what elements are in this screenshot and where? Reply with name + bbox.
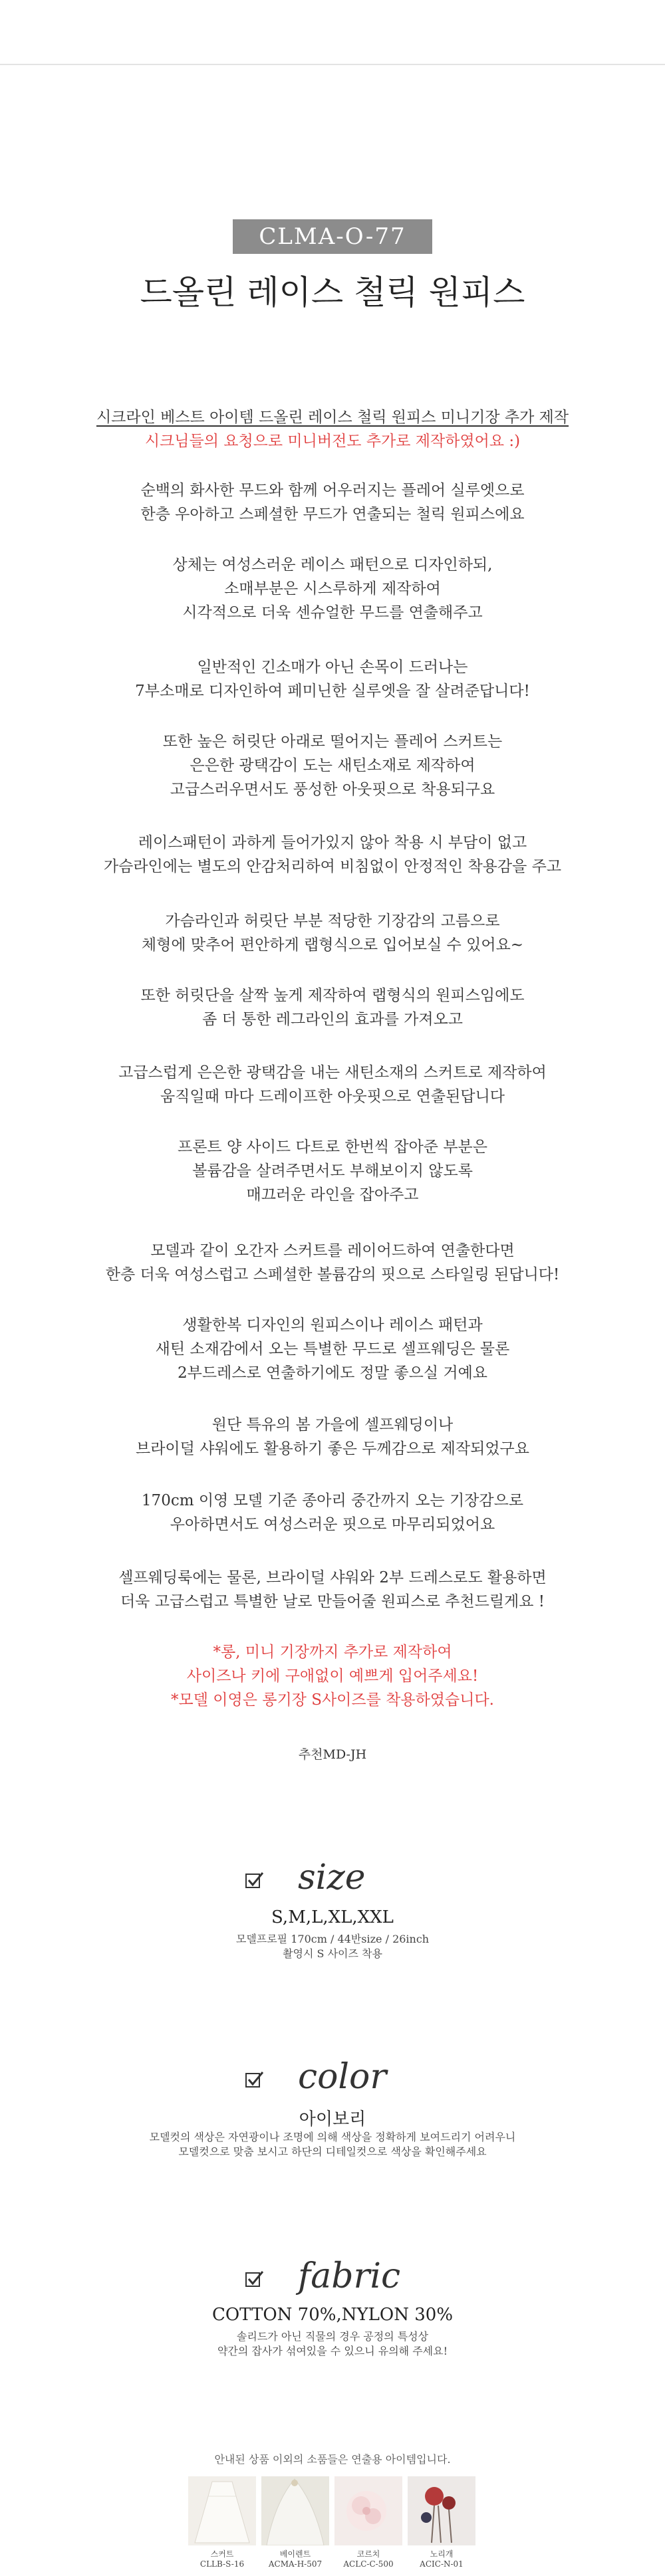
size-title: size: [298, 1858, 366, 1897]
desc-line: 시각적으로 더욱 센슈얼한 무드를 연출해주고: [182, 604, 483, 621]
size-value: S,M,L,XL,XXL: [271, 1907, 394, 1927]
desc-line: 레이스패턴이 과하게 들어가있지 않아 착용 시 부담이 없고: [138, 834, 527, 851]
desc-line: 움직일때 마다 드레이프한 아웃핏으로 연출된답니다: [160, 1088, 505, 1105]
desc-paragraph-11: [0, 1313, 665, 1385]
checkbox-check-icon: [245, 2269, 265, 2289]
desc-line: 7부소매로 디자인하여 페미닌한 실루엣을 잘 살려준답니다!: [135, 683, 530, 700]
desc-line: 은은한 광택감이 도는 새틴소재로 제작하여: [190, 757, 475, 774]
desc-line: 가슴라인에는 별도의 안감처리하여 비침없이 안정적인 착용감을 주고: [103, 858, 562, 875]
red-note-line: *롱, 미니 기장까지 추가로 제작하여: [213, 1644, 452, 1661]
fabric-section-header: [0, 2253, 665, 2300]
desc-line: 좀 더 통한 레그라인의 효과를 가져오고: [201, 1011, 464, 1028]
brooch-thumbnail: [334, 2476, 402, 2545]
accessory-code: ACLC-C-500: [343, 2559, 394, 2569]
desc-line: 볼륨감을 살려주면서도 부해보이지 않도록: [192, 1162, 473, 1180]
desc-line: 한층 우아하고 스페셜한 무드가 연출되는 철릭 원피스에요: [140, 506, 525, 523]
color-note-1: 모델컷의 색상은 자연광이나 조명에 의해 색상을 정확하게 보여드리기 어려우니: [149, 2131, 516, 2143]
desc-line: 원단 특유의 봄 가을에 셀프웨딩이나: [211, 1416, 454, 1434]
fabric-note-2: 약간의 잡사가 섞여있을 수 있으니 유의해 주세요!: [217, 2345, 448, 2357]
desc-line: 매끄러운 라인을 잡아주고: [246, 1186, 419, 1204]
desc-paragraph-12: [0, 1413, 665, 1461]
red-note-line: *모델 이영은 롱기장 S사이즈를 착용하였습니다.: [171, 1691, 494, 1709]
accessory-code: CLLB-S-16: [200, 2559, 245, 2569]
accessory-item-skirt[interactable]: [188, 2476, 256, 2569]
accessory-code: ACIC-N-01: [420, 2559, 464, 2569]
desc-line: 2부드레스로 연출하기에도 정말 좋으실 거예요: [177, 1364, 488, 1382]
desc-line: 체형에 맞추어 편안하게 랩형식으로 입어보실 수 있어요~: [141, 936, 524, 954]
fabric-note-1: 솔리드가 아닌 직물의 경우 공정의 특성상: [236, 2330, 429, 2343]
accessory-name: 노리개: [430, 2549, 454, 2559]
fabric-title: fabric: [298, 2256, 401, 2296]
size-note-1: 모델프로필 170cm / 44반size / 26inch: [235, 1933, 430, 1945]
desc-paragraph-6: [0, 909, 665, 957]
desc-paragraph-3: [0, 655, 665, 703]
desc-line: 가슴라인과 허릿단 부분 적당한 기장감의 고름으로: [165, 912, 500, 930]
accessory-thumbnails: [188, 2476, 477, 2569]
norigae-thumbnail: [408, 2476, 475, 2545]
red-notes: [0, 1640, 665, 1712]
accessory-name: 코르치: [356, 2549, 380, 2559]
intro-line-2: 시크님들의 요청으로 미니버전도 추가로 제작하였어요 :): [144, 433, 521, 450]
size-section-header: [0, 1854, 665, 1901]
desc-paragraph-10: [0, 1239, 665, 1287]
intro-block: [0, 405, 665, 453]
desc-line: 또한 허릿단을 살짝 높게 제작하여 랩형식의 원피스임에도: [140, 987, 525, 1004]
checkbox-check-icon: [245, 1870, 265, 1890]
md-signature: 추천MD-JH: [298, 1747, 367, 1762]
desc-line: 순백의 화사한 무드와 함께 어우러지는 플레어 실루엣으로: [140, 482, 525, 499]
desc-paragraph-9: [0, 1135, 665, 1207]
desc-line: 셀프웨딩룩에는 물론, 브라이덜 샤워와 2부 드레스로도 활용하면: [118, 1569, 547, 1586]
top-divider: [0, 0, 665, 65]
desc-line: 또한 높은 허릿단 아래로 떨어지는 플레어 스커트는: [162, 733, 503, 750]
accessory-item-veil[interactable]: [261, 2476, 329, 2569]
desc-line: 한층 더욱 여성스럽고 스페셜한 볼륨감의 핏으로 스타일링 된답니다!: [105, 1266, 560, 1283]
desc-line: 상체는 여성스러운 레이스 패턴으로 디자인하되,: [172, 556, 493, 574]
desc-paragraph-7: [0, 984, 665, 1031]
desc-paragraph-1: [0, 479, 665, 526]
desc-paragraph-2: [0, 553, 665, 625]
desc-line: 생활한복 디자인의 원피스이나 레이스 패턴과: [182, 1317, 483, 1334]
accessory-item-brooch[interactable]: [334, 2476, 402, 2569]
desc-line: 새틴 소재감에서 오는 특별한 무드로 셀프웨딩은 물론: [155, 1341, 510, 1358]
desc-paragraph-13: [0, 1489, 665, 1537]
fabric-value: COTTON 70%,NYLON 30%: [211, 2305, 454, 2325]
desc-line: 고급스럽게 은은한 광택감을 내는 새틴소재의 스커트로 제작하여: [118, 1064, 547, 1081]
desc-line: 더욱 고급스럽고 특별한 날로 만들어줄 원피스로 추천드릴게요 !: [120, 1593, 545, 1610]
size-note-2: 촬영시 S 사이즈 착용: [283, 1947, 382, 1960]
desc-line: 모델과 같이 오간자 스커트를 레이어드하여 연출한다면: [150, 1242, 515, 1259]
desc-line: 우아하면서도 여성스러운 핏으로 마무리되었어요: [170, 1516, 495, 1533]
color-section-header: [0, 2054, 665, 2100]
product-code-badge: CLMA-O-77: [233, 219, 432, 254]
accessory-code: ACMA-H-507: [268, 2559, 323, 2569]
intro-line-1: 시크라인 베스트 아이템 드올린 레이스 철릭 원피스 미니기장 추가 제작: [96, 409, 569, 426]
desc-line: 프론트 양 사이드 다트로 한번씩 잡아준 부분은: [177, 1138, 487, 1156]
desc-paragraph-5: [0, 831, 665, 879]
red-note-line: 사이즈나 키에 구애없이 예쁘게 입어주세요!: [186, 1667, 479, 1685]
styling-notice: 안내된 상품 이외의 소품들은 연출용 아이템입니다.: [214, 2453, 451, 2466]
desc-paragraph-8: [0, 1061, 665, 1109]
desc-paragraph-4: [0, 730, 665, 802]
accessory-name: 스커트: [210, 2549, 234, 2559]
color-value: 아이보리: [299, 2109, 366, 2129]
skirt-thumbnail: [188, 2476, 256, 2545]
checkbox-check-icon: [245, 2070, 265, 2090]
color-title: color: [298, 2057, 387, 2097]
desc-paragraph-14: [0, 1566, 665, 1614]
accessory-item-norigae[interactable]: [408, 2476, 475, 2569]
desc-line: 브라이덜 샤워에도 활용하기 좋은 두께감으로 제작되었구요: [135, 1440, 529, 1457]
desc-line: 소매부분은 시스루하게 제작하여: [224, 580, 441, 597]
desc-line: 일반적인 긴소매가 아닌 손목이 드러나는: [197, 659, 468, 676]
desc-line: 170cm 이영 모델 기준 종아리 중간까지 오는 기장감으로: [141, 1492, 524, 1509]
color-note-2: 모델컷으로 맞춤 보시고 하단의 디테일컷으로 색상을 확인해주세요: [178, 2145, 487, 2158]
desc-line: 고급스러우면서도 풍성한 아웃핏으로 착용되구요: [170, 781, 495, 798]
veil-thumbnail: [261, 2476, 329, 2545]
accessory-name: 베이렌트: [279, 2549, 311, 2559]
product-title: 드올린 레이스 철릭 원피스: [140, 273, 525, 312]
